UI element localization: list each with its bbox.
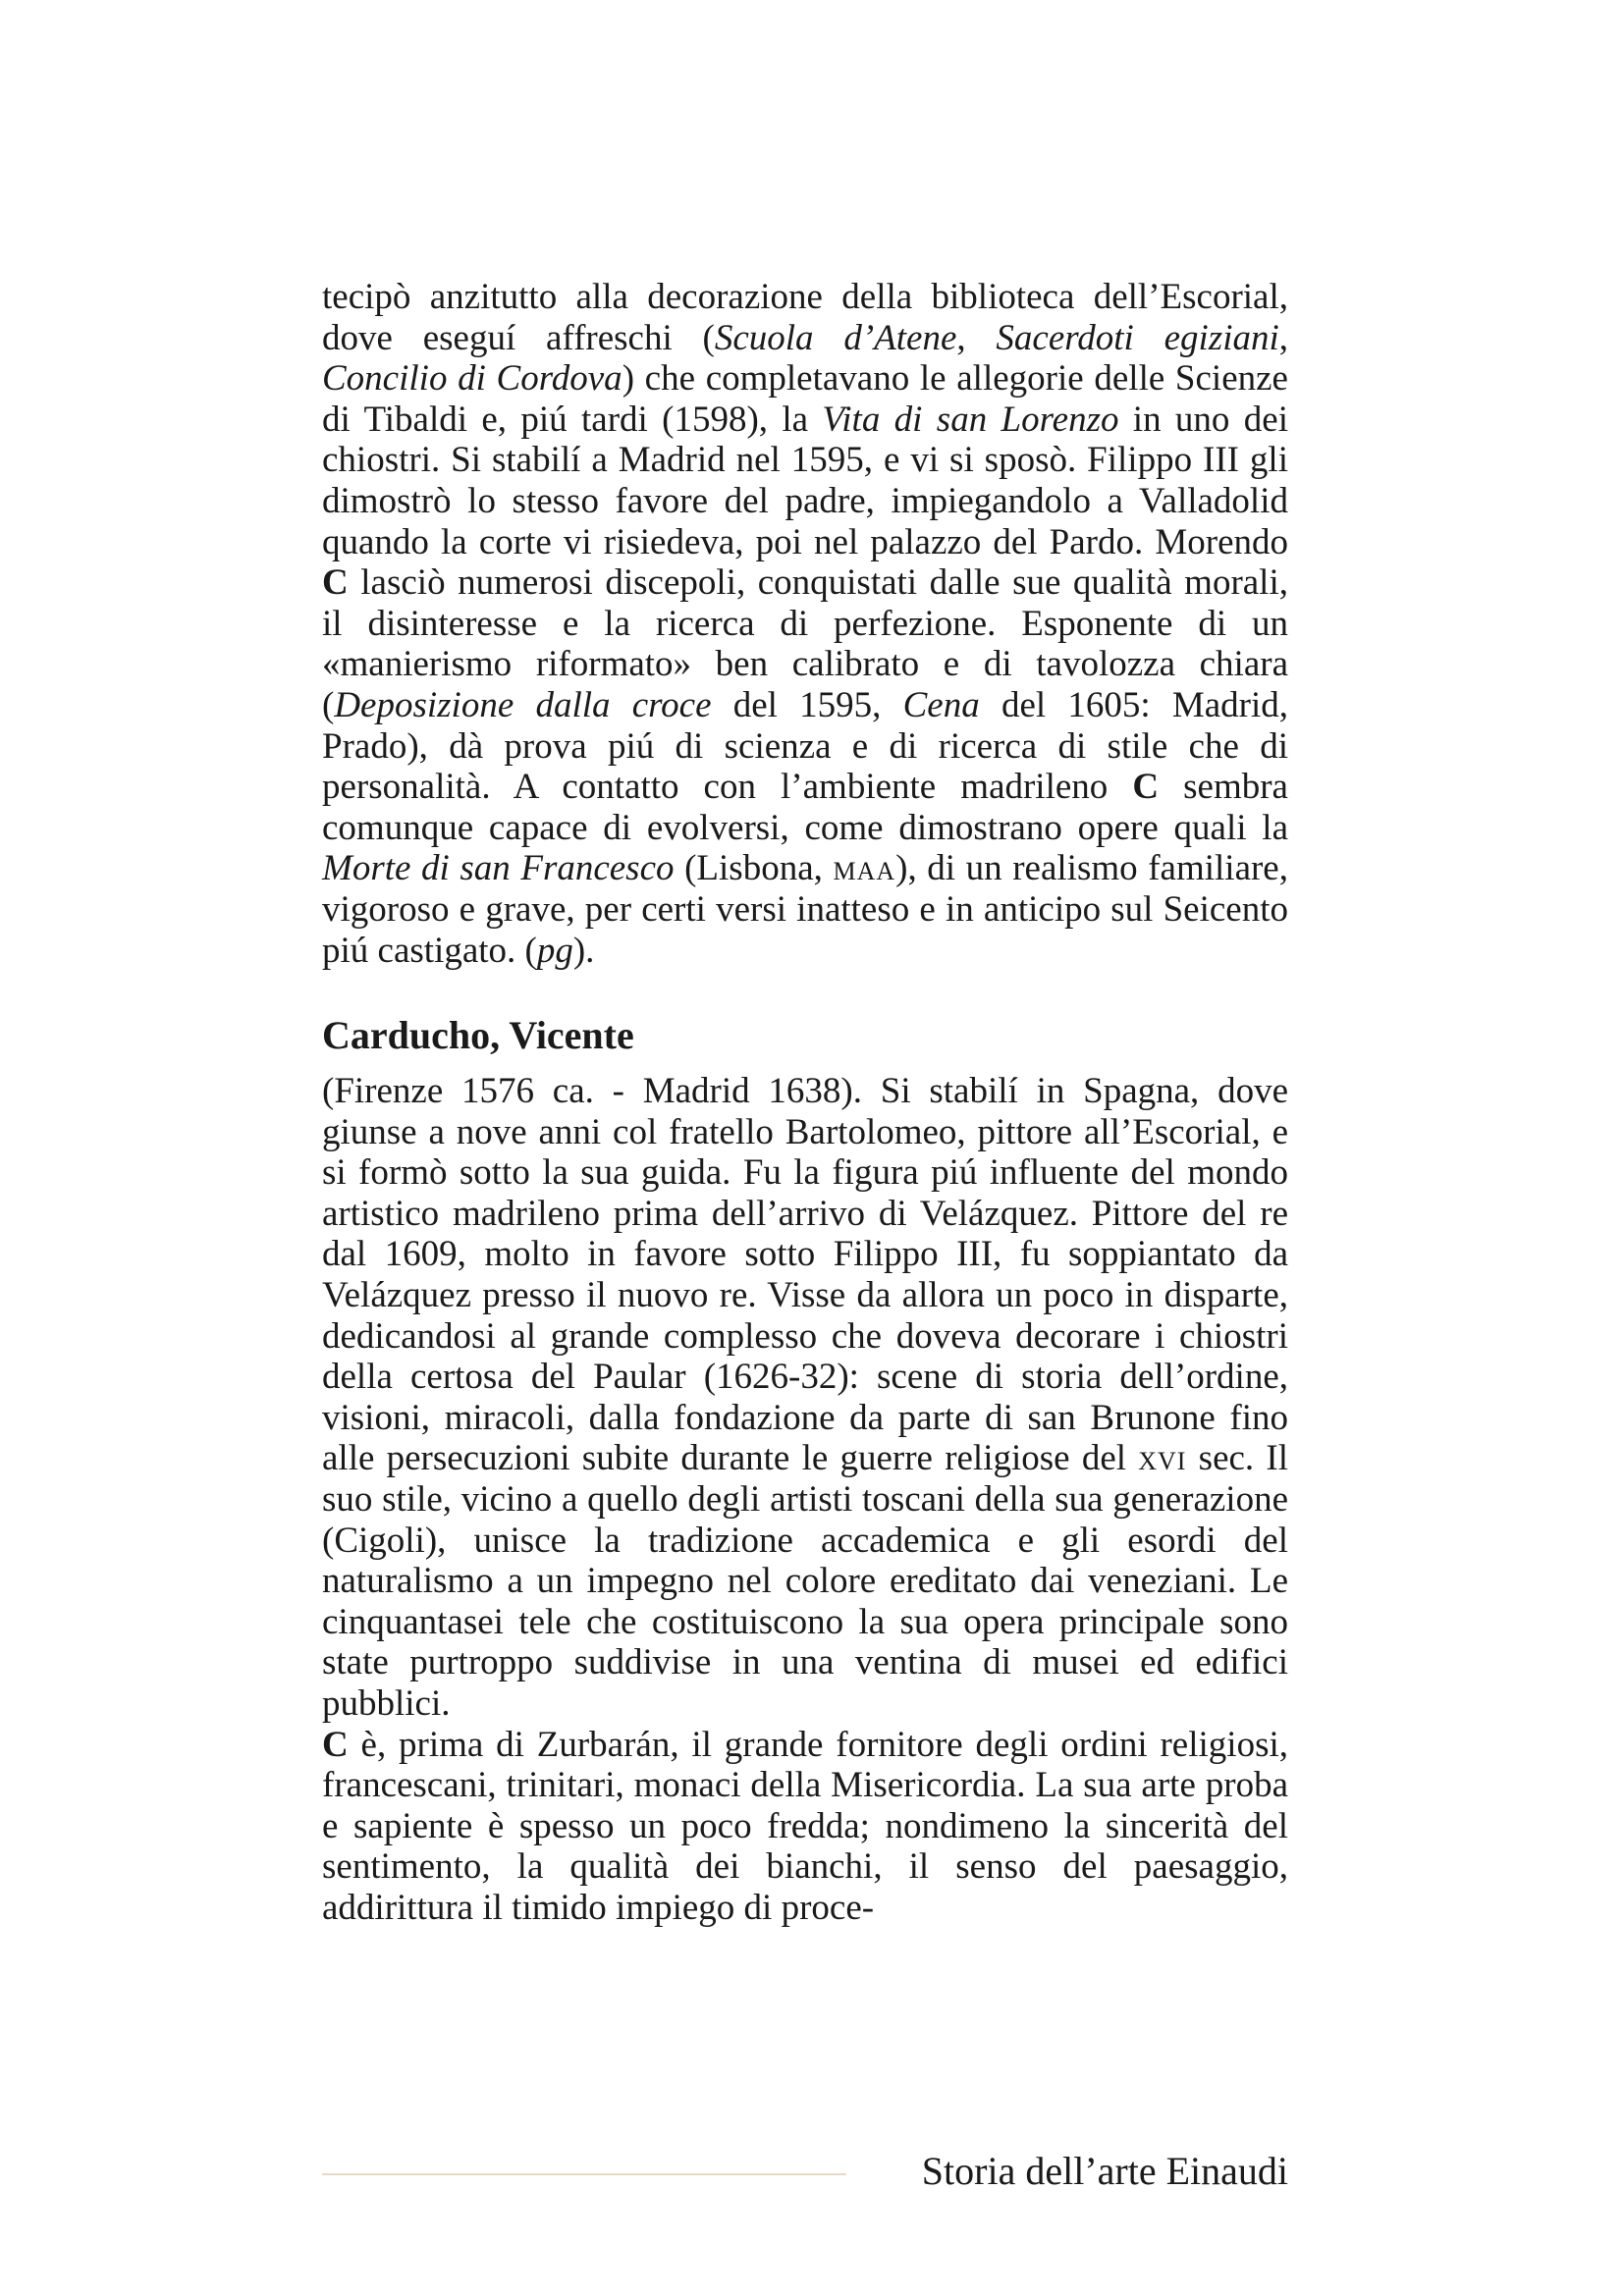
text-run: ) che completavano le allegorie delle Scienze di Tibaldi e, piú tardi (1598), la	[322, 358, 1288, 440]
artwork-title: Deposizione dalla croce	[334, 684, 712, 725]
page-body	[322, 277, 1288, 1929]
artwork-title: Scuola d’Atene	[714, 317, 957, 358]
artwork-title: Vita di san Lorenzo	[822, 399, 1119, 440]
text-run: del 1595,	[711, 684, 903, 725]
footer-rule	[322, 2173, 846, 2175]
entry-abbreviation: C	[322, 562, 349, 604]
text-run: sembra comunque capace di evolversi, come dimostrano opere quali la	[322, 767, 1288, 848]
text-run: tecipò anzitutto alla decorazione della biblioteca dell’Escorial, dove eseguí affreschi (	[322, 277, 1288, 358]
text-run: del 1605: Madrid, Prado), dà prova piú di scienza e di ricerca di stile che di personalità. A contatto con l’ambiente madrileno	[322, 684, 1289, 808]
artwork-title: Morte di san Francesco	[322, 848, 675, 889]
text-run: ).	[572, 930, 595, 971]
entry-heading: Carducho, Vicente	[322, 1013, 634, 1058]
artwork-title: Sacerdoti egiziani	[996, 317, 1279, 358]
entry-paragraph	[322, 1071, 1288, 1725]
text-run: ,	[956, 317, 997, 358]
page-footer	[322, 2146, 1288, 2197]
text-run: è, prima di Zurbarán, il grande fornitore degli ordini religiosi, francescani, trinitari, monaci della Misericordia. La sua arte proba e sapiente è spesso un poco fredda; nondimeno la sincerità del sentimento, la qualità dei bianchi, il senso del paesaggio, addirittura il timido impiego di proce-	[322, 1724, 1288, 1928]
text-run: ,	[1278, 317, 1289, 358]
text-run: lasciò numerosi discepoli, conquistati dalle sue qualità morali, il disinteresse e la ricerca di perfezione. Esponente di un «manierismo riformato» ben calibrato e di tavolozza chiara (	[322, 562, 1288, 725]
text-run: in uno dei chiostri. Si stabilí a Madrid nel 1595, e vi si sposò. Filippo III gli dimostrò lo stesso favore del padre, impiegandolo a Valladolid quando la corte vi risiedeva, poi nel palazzo del Pardo. Morendo	[322, 399, 1288, 562]
text-run: (Firenze 1576 ca. - Madrid 1638). Si stabilí in Spagna, dove giunse a nove anni col fratello Bartolomeo, pittore all’Escorial, e si formò sotto la sua guida. Fu la figura piú influente del mondo artistico madrileno prima dell’arrivo di Velázquez. Pittore del re dal 1609, molto in favore sotto Filippo III, fu soppiantato da Velázquez presso il nuovo re. Visse da allora un poco in disparte, dedicandosi al grande complesso che doveva decorare i chiostri della certosa del Paular (1626-32): scene di storia dell’ordine, visioni, miracoli, dalla fondazione da parte di san Brunone fino alle persecuzioni subite durante le guerre religiose del	[322, 1071, 1288, 1479]
entry-paragraph	[322, 1725, 1288, 1929]
entry-abbreviation: C	[322, 1724, 349, 1765]
century-numeral: xvi	[1138, 1438, 1187, 1479]
footer-title: Storia dell’arte Einaudi	[921, 2149, 1288, 2193]
author-initials: pg	[536, 930, 573, 971]
artwork-title: Concilio di Cordova	[322, 358, 622, 400]
text-run: (Lisbona,	[674, 848, 834, 889]
text-run: ), di un realismo familiare, vigoroso e grave, per certi versi inatteso e in anticipo sul Seicento piú castigato. (	[322, 848, 1288, 971]
entry-abbreviation: C	[1132, 767, 1160, 808]
museum-abbreviation: maa	[833, 848, 896, 889]
text-run: sec. Il suo stile, vicino a quello degli artisti toscani della sua generazione (Cigoli), unisce la tradizione accademica e gli esordi del naturalismo a un impegno nel colore ereditato dai veneziani. Le cinquantasei tele che costituiscono la sua opera principale sono state purtroppo suddivise in una ventina di musei ed edifici pubblici.	[322, 1438, 1288, 1724]
continuation-paragraph	[322, 277, 1288, 971]
artwork-title: Cena	[902, 684, 980, 725]
